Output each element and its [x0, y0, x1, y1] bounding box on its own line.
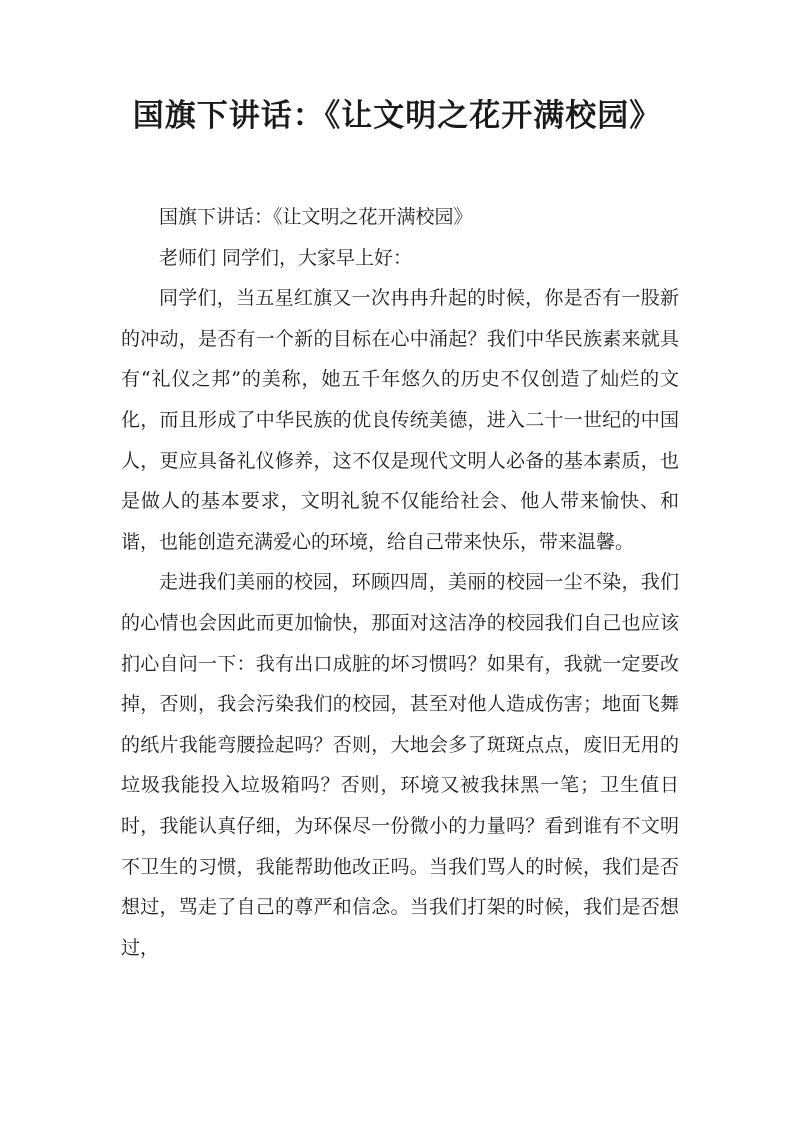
document-title: 国旗下讲话：《让文明之花开满校园》 — [132, 98, 662, 134]
document-body — [121, 197, 679, 968]
paragraph: 走进我们美丽的校园，环顾四周，美丽的校园一尘不染，我们的心情也会因此而更加愉快，那面对这洁净的校园我们自己也应该扪心自问一下：我有出口成脏的坏习惯吗？如果有，我就一定要改掉，否则，我会污染我们的校园，甚至对他人造成伤害；地面飞舞的纸片我能弯腰捡起吗？否则，大地会多了斑斑点点，废旧无用的垃圾我能投入垃圾箱吗？否则，环境又被我抹黑一笔；卫生值日时，我能认真仔细，为环保尽一份微小的力量吗？看到谁有不文明不卫生的习惯，我能帮助他改正吗。当我们骂人的时候，我们是否想过，骂走了自己的尊严和信念。当我们打架的时候，我们是否想过， — [121, 571, 679, 959]
paragraph-subtitle: 国旗下讲话：《让文明之花开满校园》 — [159, 206, 473, 228]
paragraph: 同学们，当五星红旗又一次冉冉升起的时候，你是否有一股新的冲动，是否有一个新的目标在心中涌起？我们中华民族素来就具有“礼仪之邦”的美称，她五千年悠久的历史不仅创造了灿烂的文化，而且形成了中华民族的优良传统美德，进入二十一世纪的中国人，更应具备礼仪修养，这不仅是现代文明人必备的基本素质，也是做人的基本要求，文明礼貌不仅能给社会、他人带来愉快、和谐，也能创造充满爱心的环境，给自己带来快乐，带来温馨。 — [121, 287, 679, 553]
paragraph-greeting: 老师们 同学们，大家早上好： — [159, 246, 413, 269]
